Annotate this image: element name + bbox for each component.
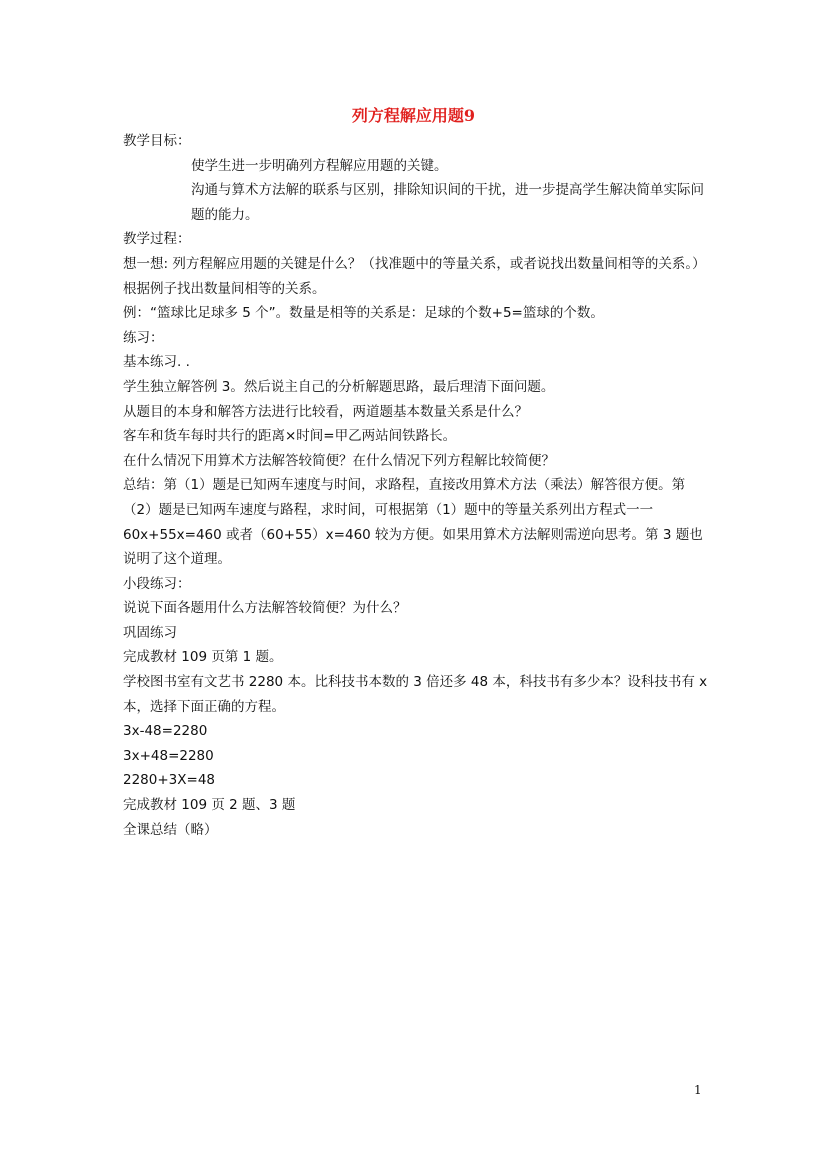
section-heading-process: 教学过程： <box>123 231 191 248</box>
paragraph: 客车和货车每时共行的距离×时间=甲乙两站间铁路长。 <box>123 428 457 445</box>
section-heading-consolidation: 巩固练习 <box>123 624 177 641</box>
word-problem: 学校图书室有文艺书 2280 本。比科技书本数的 3 倍还多 48 本，科技书有多少本？设科技书有 x 本，选择下面正确的方程。 <box>123 674 708 715</box>
paragraph: 完成教材 109 页第 1 题。 <box>123 649 283 666</box>
goal-item: 使学生进一步明确列方程解应用题的关键。 <box>191 157 448 174</box>
paragraph: 想一想: 列方程解应用题的关键是什么？（找准题中的等量关系，或者说找出数量间相等的关系。） <box>123 255 706 272</box>
summary-paragraph: 总结：第（1）题是已知两车速度与时间，求路程，直接改用算术方法（乘法）解答很方便。第（2）题是已知两车速度与路程，求时间，可根据第（1）题中的等量关系列出方程式一一60x+55x=460 或者（60+55）x=460 较为方便。如果用算术方法解则需逆向思考。第 3 题也说明了这个道理。 <box>123 477 703 568</box>
page-number: 1 <box>694 1083 702 1097</box>
paragraph: 在什么情况下用算术方法解答较简便？在什么情况下列方程解比较简便？ <box>123 452 555 469</box>
paragraph: 说说下面各题用什么方法解答较简便？为什么？ <box>123 600 407 617</box>
paragraph: 完成教材 109 页 2 题、3 题 <box>123 797 296 814</box>
equation-option: 2280+3X=48 <box>123 772 215 789</box>
equation-option: 3x+48=2280 <box>123 747 214 764</box>
document-title: 列方程解应用题9 <box>351 106 476 125</box>
paragraph: 根据例子找出数量间相等的关系。 <box>123 280 326 297</box>
paragraph: 例：“篮球比足球多 5 个”。数量是相等的关系是：足球的个数+5=篮球的个数。 <box>123 305 604 322</box>
document-body <box>123 129 711 842</box>
section-heading-mini-practice: 小段练习： <box>123 575 191 592</box>
paragraph: 从题目的本身和解答方法进行比较看，两道题基本数量关系是什么？ <box>123 403 528 420</box>
paragraph: 学生独立解答例 3。然后说主自己的分析解题思路，最后理清下面问题。 <box>123 378 555 395</box>
paragraph: 基本练习. . <box>123 354 190 371</box>
section-heading-goals: 教学目标： <box>123 133 191 149</box>
paragraph: 全课总结（略） <box>123 821 218 838</box>
section-heading-practice: 练习： <box>123 329 164 346</box>
goal-item: 沟通与算术方法解的联系与区别，排除知识间的干扰，进一步提高学生解决简单实际问题的能力。 <box>191 182 704 223</box>
equation-option: 3x-48=2280 <box>123 723 208 740</box>
